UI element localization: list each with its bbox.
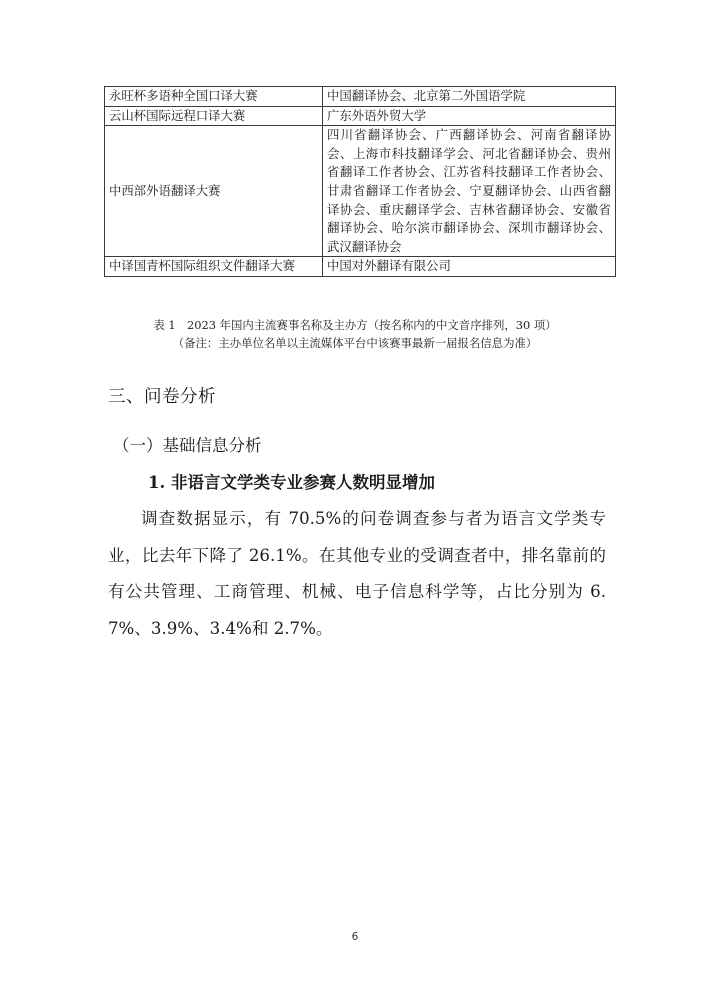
organizer-cell: 广东外语外贸大学	[323, 106, 616, 126]
contest-name-cell: 中译国青杯国际组织文件翻译大赛	[105, 257, 323, 277]
body-paragraph: 调查数据显示，有 70.5%的问卷调查参与者为语言文学类专业，比去年下降了 26.1%。在其他专业的受调查者中，排名靠前的有公共管理、工商管理、机械、电子信息科学等，占比分别为 6.7%、3.9%、3.4%和 2.7%。	[108, 509, 606, 638]
subsection-heading: （一）基础信息分析	[113, 436, 262, 455]
contest-name-cell: 永旺杯多语种全国口译大赛	[105, 87, 323, 107]
organizer-cell: 四川省翻译协会、广西翻译协会、河南省翻译协会、上海市科技翻译学会、河北省翻译协会、贵州省翻译工作者协会、江苏省科技翻译工作者协会、甘肃省翻译工作者协会、宁夏翻译协会、山西省翻译协会、重庆翻译学会、吉林省翻译协会、安徽省翻译协会、哈尔滨市翻译协会、深圳市翻译协会、武汉翻译协会	[323, 126, 616, 257]
table-caption: 表 1 2023 年国内主流赛事名称及主办方（按名称内的中文音序排列，30 项）	[153, 318, 557, 332]
contest-name-cell: 中西部外语翻译大赛	[105, 126, 323, 257]
table-row	[105, 257, 616, 277]
organizer-cell: 中国翻译协会、北京第二外国语学院	[323, 87, 616, 107]
table-row	[105, 87, 616, 107]
section-heading: 三、问卷分析	[108, 387, 216, 407]
contest-organizer-table	[104, 86, 616, 277]
organizer-cell: 中国对外翻译有限公司	[323, 257, 616, 277]
table-row	[105, 126, 616, 257]
page-number: 6	[351, 931, 359, 943]
table-row	[105, 106, 616, 126]
contest-name-cell: 云山杯国际远程口译大赛	[105, 106, 323, 126]
table-note: （备注：主办单位名单以主流媒体平台中该赛事最新一届报名信息为准）	[172, 336, 538, 350]
point-heading: 1. 非语言文学类专业参赛人数明显增加	[148, 473, 435, 492]
